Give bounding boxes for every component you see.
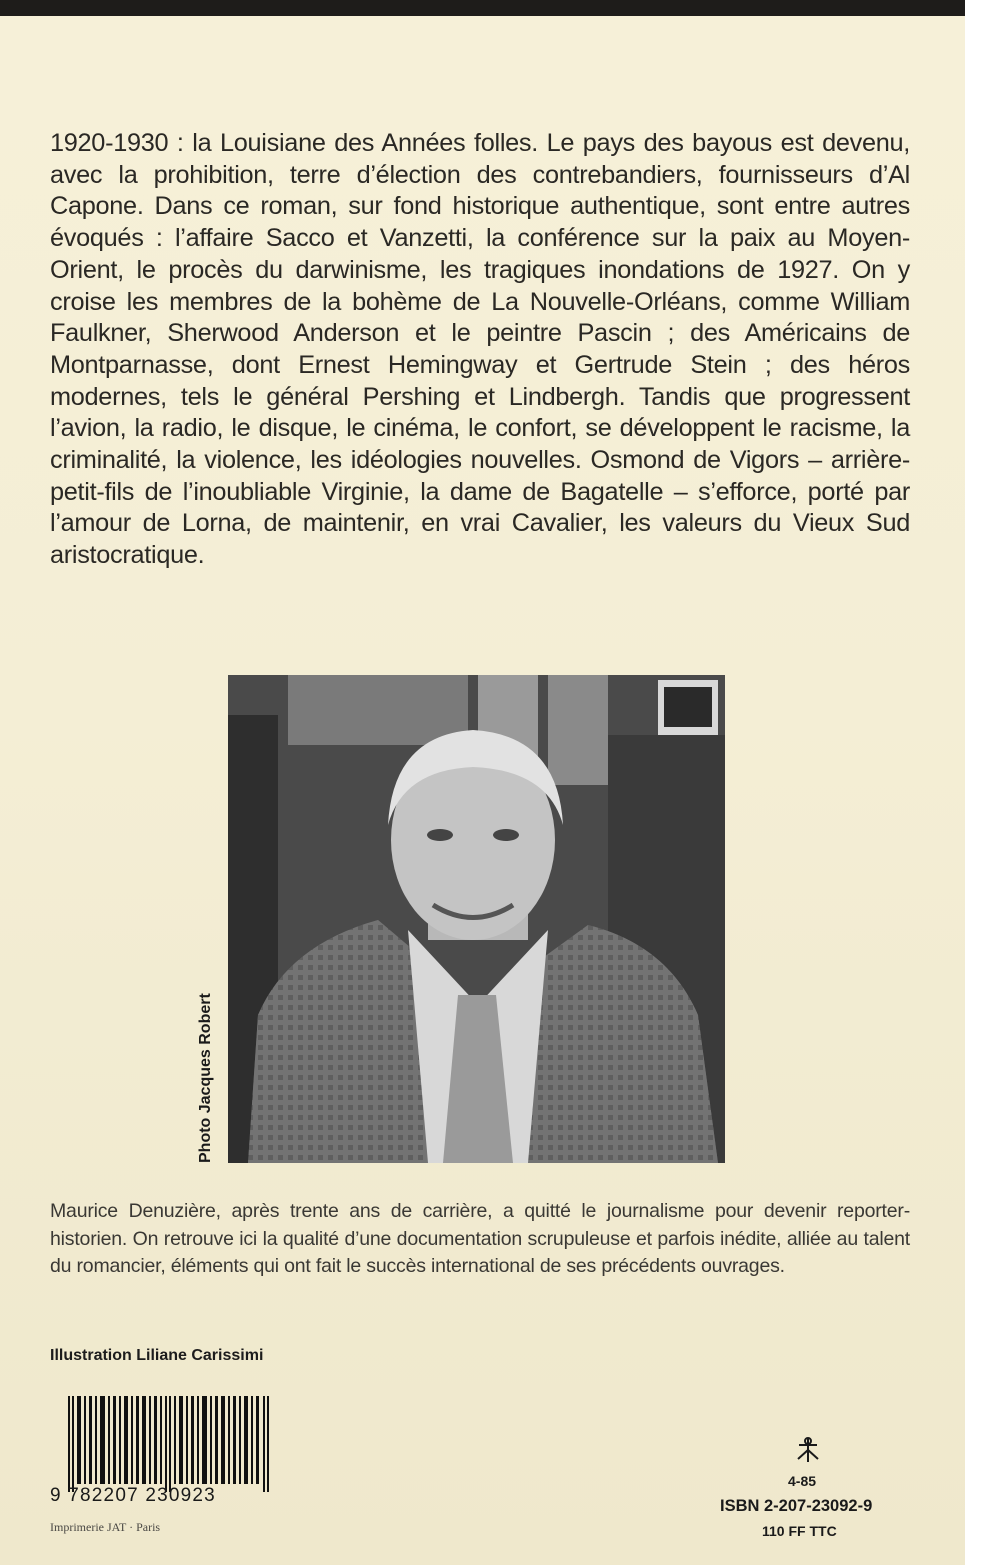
barcode-bars-graphic [68,1396,272,1492]
barcode [50,1392,272,1512]
author-bio: Maurice Denuzière, après trente ans de carrière, a quitté le journalisme pour devenir reporter-historien. On retrouve ici la qualité d’une documentation scrupuleuse et parfois inédite, alliée au talent du romancier, éléments qui ont fait le succès international de ses précédents ouvrages. [50,1200,910,1277]
isbn: ISBN 2-207-23092-9 [720,1497,873,1515]
blurb-text: 1920-1930 : la Louisiane des Années folles. Le pays des bayous est devenu, avec la prohibition, terre d’élection des contrebandiers, fournisseurs d’Al Capone. Dans ce roman, sur fond historique authentique, sont entre autres évoqués : l’affaire Sacco et Vanzetti, la conférence sur la paix au Moyen-Orient, le procès du darwinisme, les tragiques inondations de 1927. On y croise les membres de la bohème de La Nouvelle-Orléans, comme William Faulkner, Sherwood Anderson et le peintre Pascin ; des Américains de Montparnasse, dont Ernest Hemingway et Gertrude Stein ; des héros modernes, tels le général Pershing et Lindbergh. Tandis que progressent l’avion, la radio, le disque, le cinéma, le confort, se développent le racisme, la criminalité, la violence, les idéologies nouvelles. Osmond de Vigors – arrière-petit-fils de l’inoubliable Virginie, la dame de Bagatelle – s’efforce, porté par l’amour de Lorna, de maintenir, en vrai Cavalier, les valeurs du Vieux Sud aristocratique. [50,129,910,570]
author-photo [228,675,725,1163]
scan-margin [965,0,1000,1565]
author-portrait-image [228,675,725,1163]
publisher-logo-icon [793,1435,823,1465]
barcode-number: 9 782207 230923 [50,1485,216,1506]
photo-credit: Photo Jacques Robert [197,993,214,1163]
price: 110 FF TTC [762,1523,837,1539]
illustration-credit: Illustration Liliane Carissimi [50,1347,264,1364]
publisher-code: 4-85 [788,1473,817,1489]
printer-imprint: Imprimerie JAT · Paris [50,1520,161,1534]
